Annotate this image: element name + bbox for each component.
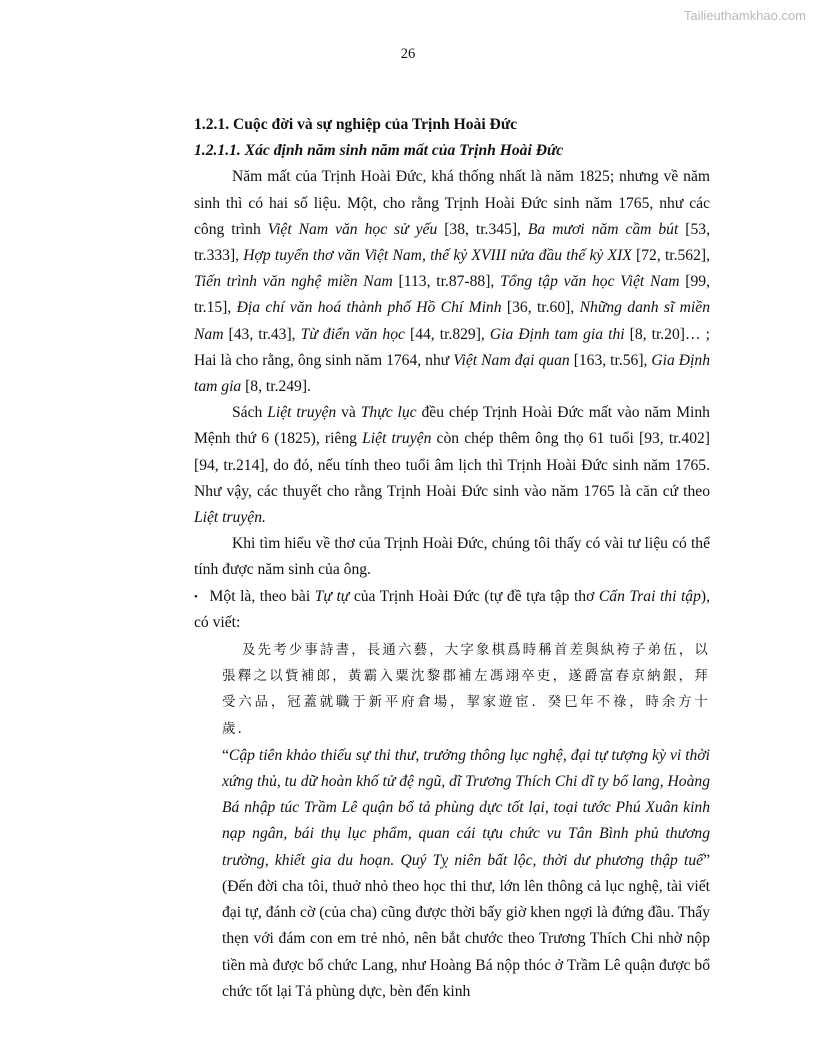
document-body <box>194 112 710 1005</box>
work-title: Liệt truyện. <box>194 509 266 527</box>
section-heading: 1.2.1. Cuộc đời và sự nghiệp của Trịnh Hoài Đức <box>194 116 518 133</box>
paragraph-poetry-sources: Khi tìm hiểu về thơ của Trịnh Hoài Đức, chúng tôi thấy có vài tư liệu có thể tính được năm sinh của ông. <box>194 535 710 579</box>
work-title: Tiến trình văn nghệ miền Nam <box>194 273 393 291</box>
work-title: Thực lục <box>360 404 417 422</box>
quote-translation: “Cập tiên khảo thiếu sự thi thư, trưởng thông lục nghệ, đại tự tượng kỳ vi thời xứng thủ, tu dữ hoàn khố tử đệ ngũ, dĩ Trương Thích Chi dĩ ty bổ lang, Hoàng Bá nhập túc Trầm Lê quận bổ tả phùng dực tốt lại, toại tước Phú Xuân kinh nạp ngân, bái thụ lục phẩm, quan cái tựu chức vu Tân Bình phủ thương trường, khiết gia du hoạn. Quý Tỵ niên bất lộc, thời dư phương thập tuế” (Đến đời cha tôi, thuở nhỏ theo học thi thư, lớn lên thông cả lục nghệ, tài viết đại tự, đánh cờ (của cha) cũng được thời bấy giờ khen ngợi là đứng đầu. Thấy thẹn với đám con em trẻ nhỏ, nên bắt chước theo Trương Thích Chi nhờ nộp tiền mà được bổ chức Lang, như Hoàng Bá nộp thóc ở Trầm Lê quận được bổ chức tốt lại Tả phùng dực, bèn đến kinh <box>222 746 710 1000</box>
work-title: Cấn Trai thi tập <box>598 587 701 605</box>
work-title: Gia Định tam gia thi <box>489 325 625 343</box>
bullet-icon: • <box>194 590 198 603</box>
work-title: Ba mươi năm cầm bút <box>527 220 679 238</box>
page-number: 26 <box>400 46 416 62</box>
work-title: Gia Định tam gia <box>194 351 710 396</box>
transliteration: Cập tiên khảo thiếu sự thi thư, trưởng thông lục nghệ, đại tự tượng kỳ vi thời xứng thủ, tu dữ hoàn khố tử đệ ngũ, dĩ Trương Thích Chi dĩ ty bổ lang, Hoàng Bá nhập túc Trầm Lê quận bổ tả phùng dực tốt lại, toại tước Phú Xuân kinh nạp ngân, bái thụ lục phẩm, quan cái tựu chức vu Tân Bình phủ thương trường, khiết gia du hoạn. Quý Tỵ niên bất lộc, thời dư phương thập tuế <box>222 746 710 869</box>
work-title: Từ điển văn học <box>300 325 405 343</box>
paragraph-birth-death: Năm mất của Trịnh Hoài Đức, khá thống nhất là năm 1825; nhưng về năm sinh thì có hai số liệu. Một, cho rằng Trịnh Hoài Đức sinh năm 1765, như các công trình Việt Nam văn học sử yếu [38, tr.345], Ba mươi năm cầm bút [53, tr.333], Hợp tuyển thơ văn Việt Nam, thế kỷ XVIII nửa đầu thế kỷ XIX [72, tr.562], Tiến trình văn nghệ miền Nam [113, tr.87-88], Tổng tập văn học Việt Nam [99, tr.15], Địa chí văn hoá thành phố Hồ Chí Minh [36, tr.60], Những danh sĩ miền Nam [43, tr.43], Từ điển văn học [44, tr.829], Gia Định tam gia thi [8, tr.20]… ; Hai là cho rằng, ông sinh năm 1764, như Việt Nam đại quan [163, tr.56], Gia Định tam gia [8, tr.249]. <box>194 168 710 396</box>
work-title: Hợp tuyển thơ văn Việt Nam, thế kỷ XVIII nửa đầu thế kỷ XIX <box>243 247 632 265</box>
work-title: Địa chí văn hoá thành phố Hồ Chí Minh <box>236 299 502 317</box>
watermark: Tailieuthamkhao.com <box>683 8 806 23</box>
work-title: Liệt truyện <box>362 430 432 448</box>
paragraph-liet-truyen: Sách Liệt truyện và Thực lục đều chép Trịnh Hoài Đức mất vào năm Minh Mệnh thứ 6 (1825), riêng Liệt truyện còn chép thêm ông thọ 61 tuổi [93, tr.402] [94, tr.214], do đó, nếu tính theo tuổi âm lịch thì Trịnh Hoài Đức sinh năm 1765. Như vậy, các thuyết cho rằng Trịnh Hoài Đức sinh vào năm 1765 là căn cứ theo Liệt truyện. <box>194 404 711 527</box>
bullet-item: • Một là, theo bài Tự tự của Trịnh Hoài Đức (tự đề tựa tập thơ Cấn Trai thi tập), có viết: <box>194 584 710 636</box>
work-title: Những danh sĩ miền Nam <box>194 299 710 343</box>
work-title: Việt Nam đại quan <box>453 351 570 369</box>
work-title: Liệt truyện <box>267 404 337 422</box>
work-title: Tổng tập văn học Việt Nam <box>500 273 680 291</box>
block-quote <box>222 638 710 1005</box>
work-title: Việt Nam văn học sử yếu <box>267 220 438 238</box>
work-title: Tự tự <box>314 587 350 605</box>
chinese-quote: 及先考少事詩書，長通六藝，大字象棋爲時稱首差與紈袴子弟伍，以張釋之以貲補郎，黃霸入粟沈黎郡補左馮翊卒吏，遂爵富春京納銀，拜受六品，冠蓋就職于新平府倉場，挈家遊宦．癸巳年不祿，時余方十歲． <box>222 643 710 737</box>
subsection-heading: 1.2.1.1. Xác định năm sinh năm mất của Trịnh Hoài Đức <box>194 142 564 160</box>
